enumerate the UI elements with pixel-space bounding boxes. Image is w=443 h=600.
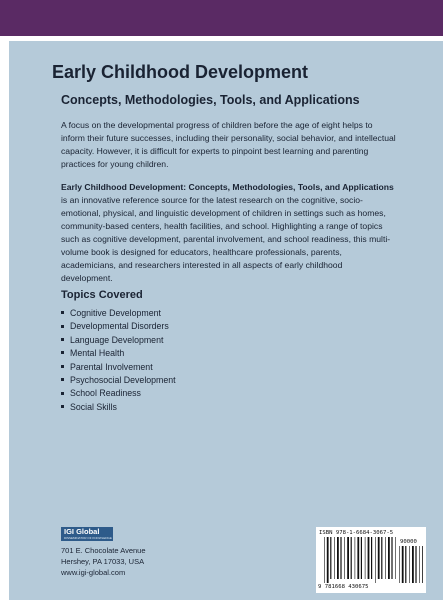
description-text: is an innovative reference source for the latest research on the cognitive, socio-emotional, physical, and linguistic development of children in settings such as homes, community-based centers, health facilities, and school. Highlighting a range of topics such as cognitive development, parental involvement, and school readiness, this multi-volume book is designed for educators, healthcare professionals, parents, academicians, and researchers interested in all aspects of early childhood development. xyxy=(61,195,391,283)
isbn-supplement: 90000 xyxy=(400,539,417,545)
barcode-supplement-icon xyxy=(399,546,423,583)
topic-item xyxy=(61,307,176,320)
topic-label: Psychosocial Development xyxy=(70,374,176,385)
logo-tagline: DISSEMINATOR OF KNOWLEDGE xyxy=(64,536,112,540)
address-line-1: 701 E. Chocolate Avenue xyxy=(61,546,146,555)
isbn-barcode-box xyxy=(316,527,426,593)
top-purple-band xyxy=(0,0,443,36)
topic-label: Social Skills xyxy=(70,401,117,412)
topics-list xyxy=(61,307,176,414)
topic-item xyxy=(61,361,176,374)
book-title: Early Childhood Development xyxy=(52,62,309,82)
isbn-label: ISBN 978-1-6684-3067-5 xyxy=(319,530,394,536)
topic-item xyxy=(61,347,176,360)
topic-label: Cognitive Development xyxy=(70,308,161,318)
topic-label: Developmental Disorders xyxy=(70,321,169,332)
publisher-website: www.igi-global.com xyxy=(61,568,126,577)
intro-paragraph: A focus on the developmental progress of children before the age of eight helps to inform their future successes, including their personality, social behavior, and intellectual capacity. However, it is difficult for experts to pinpoint best learning and parenting practices for young children. xyxy=(61,120,396,169)
topic-label: School Readiness xyxy=(70,388,141,399)
bullet-icon xyxy=(61,338,64,341)
description-bold-title: Early Childhood Development: Concepts, Methodologies, Tools, and Applications xyxy=(61,182,394,192)
address-line-2: Hershey, PA 17033, USA xyxy=(61,557,145,566)
topic-item xyxy=(61,334,176,347)
isbn-digits: 9 781668 430675 xyxy=(318,584,369,590)
topic-label: Mental Health xyxy=(70,348,125,359)
bullet-icon xyxy=(61,325,64,328)
book-subtitle: Concepts, Methodologies, Tools, and Applications xyxy=(61,93,360,107)
topic-item xyxy=(61,374,176,387)
bullet-icon xyxy=(61,392,64,395)
barcode-main-icon xyxy=(324,537,398,583)
bullet-icon xyxy=(61,365,64,368)
bullet-icon xyxy=(61,351,64,354)
topics-heading: Topics Covered xyxy=(61,289,143,301)
bullet-icon xyxy=(61,311,64,314)
topic-item xyxy=(61,387,176,400)
logo-text: IGI Global xyxy=(64,527,100,536)
bullet-icon xyxy=(61,405,64,408)
igi-global-logo xyxy=(61,527,113,541)
publisher-address xyxy=(61,545,146,578)
bullet-icon xyxy=(61,378,64,381)
topic-label: Language Development xyxy=(70,334,164,345)
topic-item xyxy=(61,401,176,414)
topic-label: Parental Involvement xyxy=(70,361,153,372)
description-paragraph xyxy=(61,181,396,285)
topic-item xyxy=(61,320,176,333)
